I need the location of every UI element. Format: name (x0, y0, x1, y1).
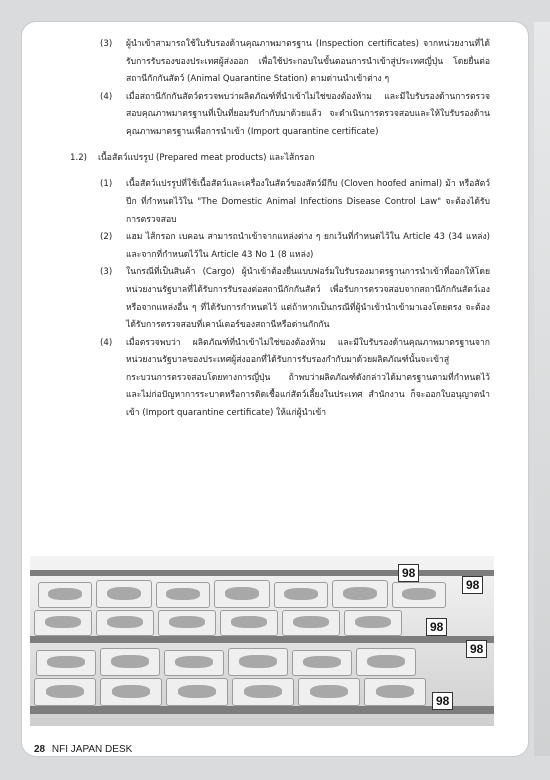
meat-tray (282, 610, 340, 636)
paragraph-item (100, 89, 490, 142)
shelf-edge (30, 570, 494, 576)
page-footer (34, 744, 132, 755)
meat-tray (34, 678, 96, 706)
section-item (100, 264, 490, 334)
price-tag: 98 (466, 640, 487, 658)
section-title: เนื้อสัตว์แปรรูป (Prepared meat products) และไส้กรอก (98, 153, 315, 164)
price-tag: 98 (462, 576, 483, 594)
item-number: (3) (100, 267, 113, 278)
item-text: เมื่อสถานีกักกันสัตว์ตรวจพบว่าผลิตภัณฑ์ที่นำเข้าไม่ใช่ของต้องห้าม และมีใบรับรองด้านการตรวจสอบคุณภาพมาตรฐานที่เป็นที่ยอมรับกำกับมาด้วยแล้ว จะดำเนินการตรวจสอบและให้ใบรับรองด้านคุณภาพมาตรฐานเพื่อการนำเข้า (Import quarantine certificate) (126, 91, 490, 137)
section-item (100, 335, 490, 423)
shelf-edge (30, 706, 494, 714)
item-text: ในกรณีที่เป็นสินค้า (Cargo) ผู้นำเข้าต้องยื่นแบบฟอร์มใบรับรองมาตรฐานการนำเข้าที่ออกให้โดยหน่วยงานรัฐบาลที่ได้รับการรับรองต่อสถานีกักกันสัตว์ เพื่อรับการตรวจสอบจากสถานีกักกันสัตว์เองหรือจากแหล่งอื่น ๆ ที่ได้รับการกำหนดไว้ แต่ถ้าหากเป็นกรณีที่ผู้นำเข้านำเข้ามาเองโดยตรง จะต้องได้รับการตรวจสอบที่เคาน์เตอร์ของสถานีหรือด่านกักกัน (126, 267, 490, 331)
meat-tray (392, 582, 446, 608)
price-tag: 98 (432, 692, 453, 710)
meat-tray (166, 678, 228, 706)
shelf-edge (30, 636, 494, 643)
item-text: เมื่อตรวจพบว่า ผลิตภัณฑ์ที่นำเข้าไม่ใช่ของต้องห้าม และมีใบรับรองด้านคุณภาพมาตรฐานจากหน่วยงานรัฐบาลของประเทศผู้ส่งออกที่ได้รับการรับรองกำกับมาด้วยผลิตภัณฑ์นั้นจะเข้าสู่กระบวนการตรวจสอบโดยทางการญี่ปุ่น ถ้าพบว่าผลิตภัณฑ์ดังกล่าวได้มาตรฐานตามที่กำหนดไว้ และไม่ก่อปัญหาการระบาดหรือการติดเชื้อแก่สัตว์เลี้ยงในประเทศ สำนักงาน ก็จะออกใบอนุญาตนำเข้า (Import quarantine certificate) ให้แก่ผู้นำเข้า (126, 337, 490, 419)
item-number: (4) (100, 337, 113, 348)
meat-tray (232, 678, 294, 706)
meat-tray (274, 582, 328, 608)
meat-tray (100, 648, 160, 676)
meat-tray (292, 650, 352, 676)
meat-tray (298, 678, 360, 706)
meat-tray (356, 648, 416, 676)
meat-tray (332, 580, 388, 608)
meat-tray (36, 650, 96, 676)
price-tag: 98 (426, 618, 447, 636)
item-text: ผู้นำเข้าสามารถใช้ใบรับรองด้านคุณภาพมาตรฐาน (Inspection certificates) จากหน่วยงานที่ได้รับการรับรองของประเทศผู้ส่งออก เพื่อใช้ประกอบในขั้นตอนการนำเข้าสู่ประเทศญี่ปุ่น โดยยื่นต่อสถานีกักกันสัตว์ (Animal Quarantine Station) ตามด่านนำเข้าต่าง ๆ (126, 39, 490, 85)
price-tag: 98 (398, 564, 419, 582)
section-item (100, 229, 490, 264)
meat-tray (156, 582, 210, 608)
page-edge (534, 22, 550, 756)
meat-tray (100, 678, 162, 706)
meat-tray (38, 582, 92, 608)
meat-tray (220, 610, 278, 636)
item-text: แฮม ไส้กรอก เบคอน สามารถนำเข้าจากแหล่งต่าง ๆ ยกเว้นที่กำหนดไว้ใน Article 43 (34 แหล่ง) และจากที่กำหนดไว้ใน Article 43 No 1 (8 แหล่ง) (126, 232, 490, 260)
item-number: (2) (100, 232, 113, 243)
page-number: 28 (34, 744, 46, 755)
item-number: (3) (100, 39, 113, 49)
item-text: เนื้อสัตว์แปรรูปที่ใช้เนื้อสัตว์และเครื่องในสัตว์ของสัตว์มีกีบ (Cloven hoofed animal) ม้า หรือสัตว์ปีก ที่กำหนดไว้ใน "The Domestic Animal Infections Disease Control Law" จะต้องได้รับการตรวจสอบ (126, 179, 490, 225)
meat-tray (364, 678, 426, 706)
meat-tray (158, 610, 216, 636)
meat-tray (164, 650, 224, 676)
item-number: (4) (100, 91, 113, 102)
supermarket-meat-photo (30, 556, 494, 726)
section-heading (70, 150, 490, 168)
meat-tray (34, 610, 92, 636)
meat-tray (96, 610, 154, 636)
section-item (100, 176, 490, 229)
meat-tray (344, 610, 402, 636)
paragraph-item (100, 36, 490, 89)
item-number: (1) (100, 179, 113, 190)
section-number: 1.2) (70, 153, 88, 164)
document-body (70, 36, 490, 423)
meat-tray (214, 580, 270, 608)
meat-tray (228, 648, 288, 676)
meat-tray (96, 580, 152, 608)
publication-name: NFI JAPAN DESK (51, 744, 133, 755)
